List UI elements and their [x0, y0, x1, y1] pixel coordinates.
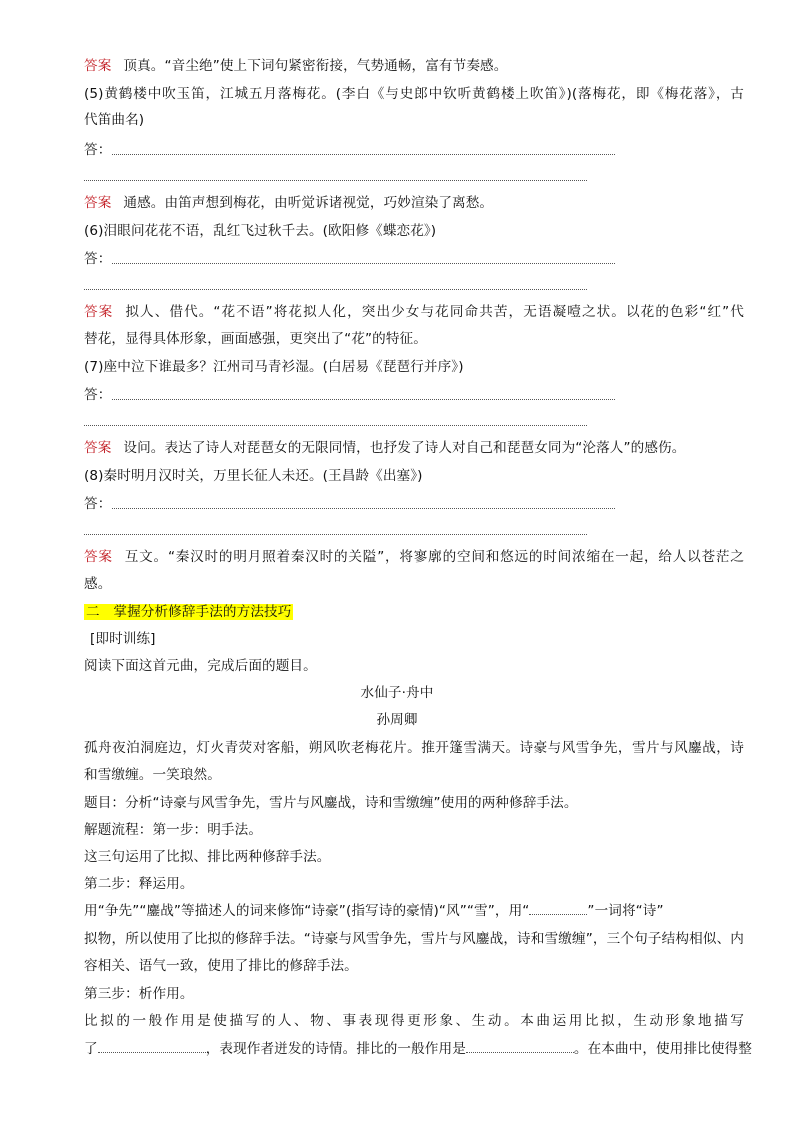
answer-blank-line[interactable] — [112, 154, 615, 155]
fill-blank[interactable] — [98, 1040, 206, 1053]
answer-label: 答案 — [84, 440, 112, 456]
poem-title: 水仙子·舟中 — [360, 685, 434, 701]
poem-text: 和雪缴缠。一笑琅然。 — [84, 767, 221, 783]
step3-text-b: ，表现作者迸发的诗情。排比的一般作用是 — [205, 1041, 466, 1057]
answer-line — [84, 547, 744, 567]
answer-prompt: 答： — [84, 387, 112, 403]
answer-blank-line[interactable] — [84, 180, 587, 181]
answer-label: 答案 — [84, 549, 113, 565]
answer-prompt: 答： — [84, 496, 112, 512]
step2-text — [84, 901, 744, 921]
step2-text-a: 用“争先”“鏖战”等描述人的词来修饰“诗豪”(指写诗的豪情)“风”“雪”，用“ — [84, 903, 530, 919]
step1-text: 这三句运用了比拟、排比两种修辞手法。 — [84, 849, 331, 865]
answer-label: 答案 — [84, 58, 112, 74]
step2-text-b: ”一词将“诗” — [587, 903, 664, 919]
answer-blank-line[interactable] — [84, 425, 587, 426]
step2-text: 拟物，所以使用了比拟的修辞手法。“诗豪与风雪争先，雪片与风鏖战，诗和雪缴缠”，三个句子结构相似、内 — [84, 931, 744, 947]
step2-label: 第二步：释运用。 — [84, 876, 194, 892]
step3-text — [84, 1039, 752, 1059]
fill-blank[interactable] — [466, 1040, 574, 1053]
question-line: (5)黄鹤楼中吹玉笛，江城五月落梅花。(李白《与史郎中钦听黄鹤楼上吹笛》)(落梅花，即《梅花落》，古 — [84, 86, 744, 102]
answer-blank-line[interactable] — [84, 289, 587, 290]
answer-blank-line[interactable] — [112, 399, 615, 400]
answer-text: 互文。“秦汉时的明月照着秦汉时的关隘”，将寥廓的空间和悠远的时间浓缩在一起，给人以苍茫之 — [124, 549, 745, 565]
intro-text: 阅读下面这首元曲，完成后面的题目。 — [84, 658, 317, 674]
answer-prompt: 答： — [84, 251, 112, 267]
step2-text: 容相关、语气一致，使用了排比的修辞手法。 — [84, 958, 358, 974]
answer-text: 设问。表达了诗人对琵琶女的无限同情，也抒发了诗人对自己和琵琶女同为“沦落人”的感伤。 — [123, 440, 686, 456]
answer-line — [84, 56, 744, 76]
step3-text: 比拟的一般作用是使描写的人、物、事表现得更形象、生动。本曲运用比拟，生动形象地描写 — [84, 1013, 744, 1029]
answer-text: 拟人、借代。“花不语”将花拟人化，突出少女与花同命共苦，无语凝噎之状。以花的色彩“红”代 — [125, 304, 744, 320]
fill-blank[interactable] — [529, 902, 587, 915]
answer-label: 答案 — [84, 304, 114, 320]
question-line: (6)泪眼问花花不语，乱红飞过秋千去。(欧阳修《蝶恋花》) — [84, 223, 437, 239]
question-line: (8)秦时明月汉时关，万里长征人未还。(王昌龄《出塞》) — [84, 468, 423, 484]
step3-text-a: 了 — [84, 1041, 98, 1057]
flow-step: 解题流程：第一步：明手法。 — [84, 822, 263, 838]
answer-text: 通感。由笛声想到梅花，由听觉诉诸视觉，巧妙渲染了离愁。 — [123, 195, 494, 211]
poem-text: 孤舟夜泊洞庭边，灯火青荧对客船，朔风吹老梅花片。推开篷雪满天。诗豪与风雪争先，雪片与风鏖战，诗 — [84, 740, 744, 756]
answer-line — [84, 302, 744, 322]
answer-text: 顶真。“音尘绝”使上下词句紧密衔接，气势通畅，富有节奏感。 — [123, 58, 508, 74]
answer-prompt: 答： — [84, 142, 112, 158]
answer-text: 替花，显得具体形象，画面感强，更突出了“花”的特征。 — [84, 331, 427, 347]
poem-author: 孙周卿 — [376, 712, 418, 728]
answer-label: 答案 — [84, 195, 112, 211]
answer-blank-line[interactable] — [112, 263, 615, 264]
question-text: 题目：分析“诗豪与风雪争先，雪片与风鏖战，诗和雪缴缠”使用的两种修辞手法。 — [84, 795, 578, 811]
section-heading — [84, 602, 744, 622]
answer-text: 感。 — [84, 576, 112, 592]
step3-label: 第三步：析作用。 — [84, 986, 194, 1002]
section-heading-text: 二 掌握分析修辞手法的方法技巧 — [86, 604, 292, 620]
question-line: 代笛曲名) — [84, 112, 145, 128]
answer-line — [84, 193, 744, 213]
answer-line — [84, 438, 744, 458]
answer-blank-line[interactable] — [84, 534, 587, 535]
training-label: [即时训练] — [90, 631, 156, 647]
answer-blank-line[interactable] — [112, 508, 615, 509]
question-line: (7)座中泣下谁最多？江州司马青衫湿。(白居易《琵琶行并序》) — [84, 359, 464, 375]
step3-text-c: 。在本曲中，使用排比使得整 — [573, 1041, 752, 1057]
